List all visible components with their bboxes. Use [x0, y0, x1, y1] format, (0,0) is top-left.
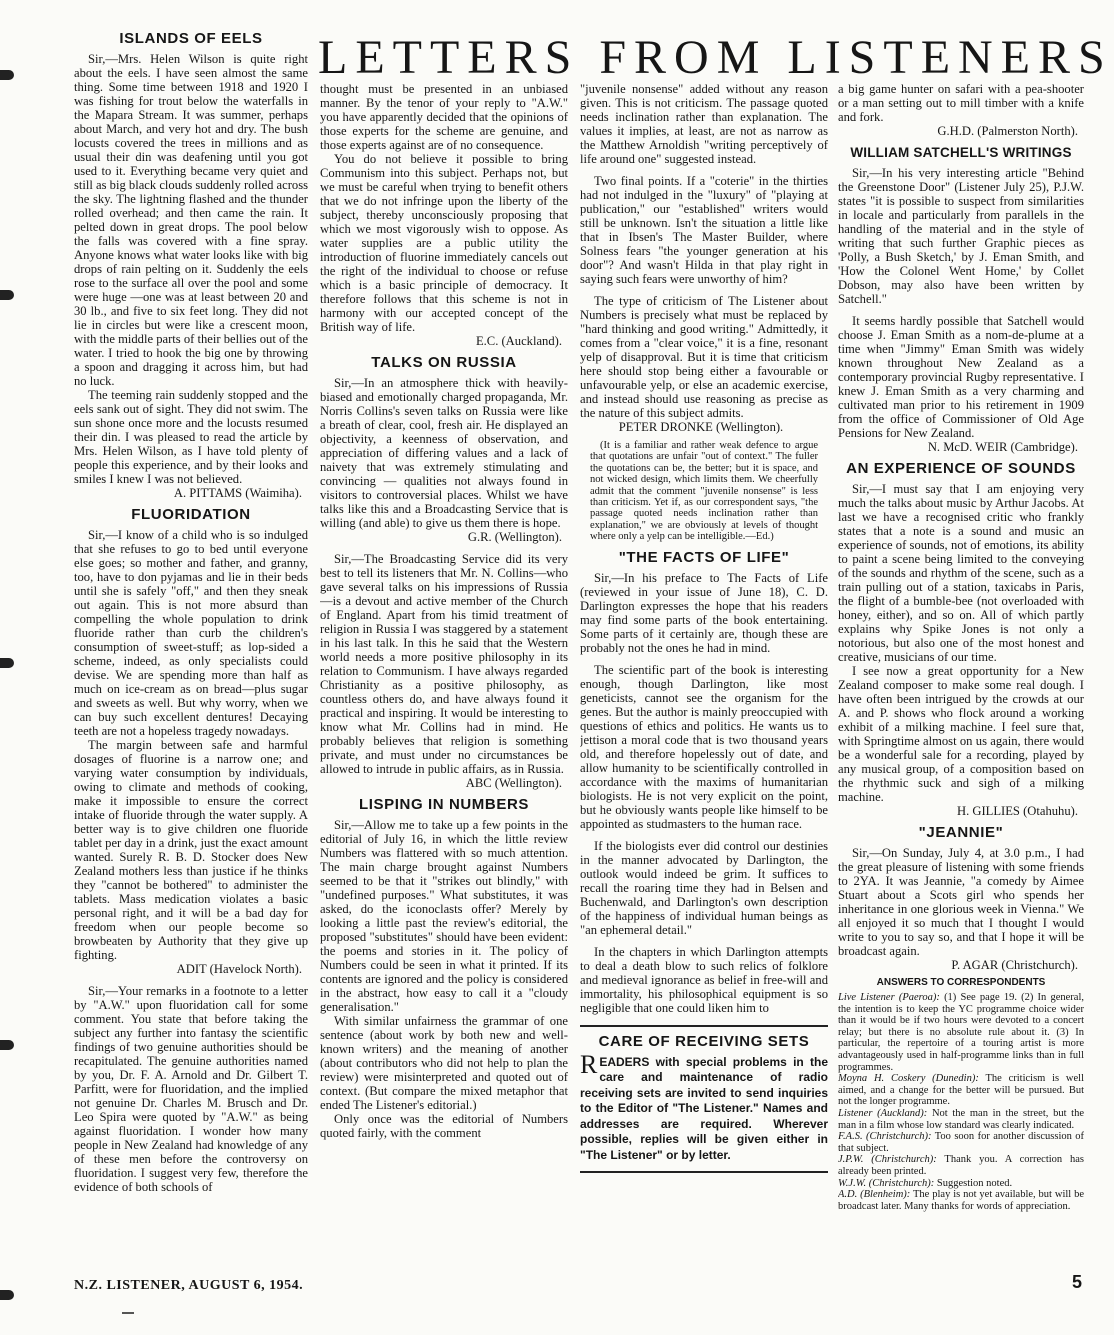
margin-mark: [0, 658, 14, 668]
letter-paragraph: With similar unfairness the grammar of one sentence (about work by both new and well-known writers) and the meaning of another (about contributors who did not help to plan the review) were misinterpreted and quoted out of context. (But compare the mixed metaphor that ended The Listener's editorial.): [320, 1014, 568, 1112]
answer-text: (1) See page 19. (2) In general, the intention is to keep the YC programme choice wider than it would be if two hours were devoted to a concert relay; but there is no absolute rule about it. (3) In particular, the repertoire of a touring artist is more advantageously used in half-programme links than in full programmes.: [838, 992, 1084, 1073]
drop-cap: R: [580, 1049, 598, 1079]
letter-signature: ADIT (Havelock North).: [176, 962, 302, 976]
letter-signature: N. McD. WEIR (Cambridge).: [927, 440, 1078, 454]
heading-lisping-in-numbers: LISPING IN NUMBERS: [359, 796, 529, 813]
letter-signature: PETER DRONKE (Wellington).: [618, 420, 784, 434]
column-3: [580, 82, 828, 1262]
column-1: [74, 30, 308, 1262]
answer-entry: [838, 1154, 1084, 1177]
letter-paragraph: thought must be presented in an unbiased manner. By the tenor of your reply to "A.W." you have apparently decided that the opinions of those experts for the scheme are genuine, and those experts against are of no consequence.: [320, 82, 568, 152]
answer-text: Suggestion noted.: [936, 1177, 1013, 1189]
letter-signature: G.H.D. (Palmerston North).: [937, 124, 1078, 138]
letter-paragraph: The teeming rain suddenly stopped and the eels sank out of sight. They did not swim. The sun shone once more and the locusts resumed their din. I was pleased to read the article by Mrs. Helen Wilson, as I have told plenty of people this experience, and by their looks and smiles I knew I was not believed.: [74, 388, 308, 486]
letter-paragraph: The scientific part of the book is interesting enough, though Darlington, like most geneticists, cannot see the organism for the genes. But the author is mainly preoccupied with questions of ethics and politics. He wants us to jettison a moral code that is two thousand years old, and therefore hopelessly out of date, and allow humanity to be scientifically controlled in accordance with the maxims of humanitarian biologists. He is not very explicit on the point, but he obviously wants people like himself to be appointed as studmasters to the human race.: [580, 662, 828, 831]
letter-paragraph: It seems hardly possible that Satchell would choose J. Eman Smith as a nom-de-plume at a time when "Jimmy" Eman Smith was widely known throughout New Zealand as a contemporary provincial Rugby representative. I knew J. Eman Smith as a very charming and cultivated man prior to his retirement in 1909 from the office of Commissioner of Old Age Pensions for New Zealand.: [838, 314, 1084, 440]
answer-text: Thank you. A correction has already been printed.: [838, 1154, 1084, 1177]
page-number: 5: [1072, 1272, 1083, 1292]
heading-talks-on-russia: TALKS ON RUSSIA: [371, 354, 517, 371]
answer-name: A.D. (Blenheim):: [838, 1189, 911, 1201]
letter-paragraph: Sir,—On Sunday, July 4, at 3.0 p.m., I had the great pleasure of listening with some friends to 2YA. It was Jeannie, "a comedy by Aimee Stuart about a Scots girl who spends her inheritance in one glorious week in Vienna." We all enjoyed it so much that I thought I would write to you to say so, and that I hope it will be broadcast again.: [838, 846, 1084, 958]
answer-entry: [838, 1189, 1084, 1212]
letter-paragraph: Only once was the editorial of Numbers quoted fairly, with the comment: [320, 1112, 568, 1140]
letter-paragraph: "juvenile nonsense" added without any reason given. This is not criticism. The passage quoted needs inclination rather than explanation. The values it implies, at least, are not as narrow as the Matthew Arnoldish "writing perceptively of life around one" suggested instead.: [580, 82, 828, 166]
letter-paragraph: In the chapters in which Darlington attempts to deal a death blow to such relics of folklore and medieval ignorance as belief in free-will and immortality, his philosophical equipment is so negligible that one could liken him to: [580, 944, 828, 1015]
margin-mark: [0, 1040, 14, 1050]
letter-signature: G.R. (Wellington).: [467, 530, 562, 544]
notice-heading: CARE OF RECEIVING SETS: [598, 1032, 810, 1050]
letter-paragraph: If the biologists ever did control our destinies in the manner advocated by Darlington, the outlook would indeed be grim. It suffices to recall the roaring time they had in Belsen and Buchenwald, and Darlington's own description of the happiness of individual human beings as "an ephemeral detail.": [580, 838, 828, 937]
letter-paragraph: a big game hunter on safari with a pea-shooter or a man setting out to mill timber with a knife and fork.: [838, 82, 1084, 124]
heading-experience-of-sounds: AN EXPERIENCE OF SOUNDS: [846, 460, 1076, 477]
letter-signature: A. PITTAMS (Waimiha).: [173, 486, 302, 500]
heading-islands-of-eels: ISLANDS OF EELS: [119, 30, 263, 47]
notice-box: [580, 1025, 828, 1174]
editor-note: (It is a familiar and rather weak defence to argue that quotations are unfair "out of context." The fuller the quotations can be, the better; but it is space, and not wicked design, which limits them. We cheerfully admit that the comment "juvenile nonsense" is less than criticism. Yet if, as our correspondent says, "the passage quoted needs inclination rather than explanation," we are obviously at levels of thought where only a yelp can be intelligible.—Ed.): [590, 440, 818, 543]
letter-signature: ABC (Wellington).: [465, 776, 562, 790]
letter-paragraph: I see now a great opportunity for a New Zealand composer to make some real dough. I have often been intrigued by the crowds at our A. and P. shows who flock around a working exhibit of a milking machine. I feel sure that, with Springtime almost on us again, there would be a wonderful sale for a recording, played by any musical group, of a composition based on the rhythmic suck and sigh of a milking machine.: [838, 664, 1084, 804]
answer-name: Moyna H. Coskery (Dunedin):: [838, 1073, 979, 1085]
letter-paragraph: Sir,—The Broadcasting Service did its very best to tell its listeners that Mr. N. Collins—who gave several talks on his impressions of Russia—is a devout and active member of the Church of England. Apart from his timid treatment of religion in Russia I was staggered by a statement in his last talk. In this he said that the Western world needs a more positive philosophy in its relation to Communism. I have always regarded Christianity as a positive philosophy, as countless others do, and have always found it practical and inspiring. It would be interesting to know what Mr. Collins had in mind. He probably believes that religion is something private, and must under no circumstances be allowed to intrude in public affairs, as in Russia.: [320, 552, 568, 776]
letter-paragraph: Sir,—I must say that I am enjoying very much the talks about music by Arthur Jacobs. At last we have a recognised critic who frankly states that a note is a sound and music an experience of sounds, not of emotions, its ability to paint a scene being limited to the conveying of the sounds and rhythm of the scene, such as a train pulling out of a station, taxicabs in Paris, the flight of a bumble-bee (not overloaded with honey, either), and so on. All of which partly explains why Spike Jones is not only a notorious, but also one of the most honest and creative, musicians of our time.: [838, 482, 1084, 664]
answer-entry: [838, 1073, 1084, 1108]
answer-name: Listener (Auckland):: [838, 1107, 928, 1119]
answer-name: J.P.W. (Christchurch):: [838, 1154, 937, 1166]
answer-text: Too soon for another discussion of that subject.: [838, 1131, 1084, 1154]
answer-text: Not the man in the street, but the man in a film whose low standard was clearly indicated.: [838, 1107, 1084, 1131]
letter-paragraph: The margin between safe and harmful dosages of fluorine is a narrow one; and varying water consumption by individuals, owing to climate and methods of cooking, make it impossible to ensure the correct intake of fluoride through the water supply. A better way is to give children one fluoride tablet per day in a drink, just the exact amount wanted. Surely R. B. D. Stocker does New Zealand mothers less than justice if he thinks they "cannot be bothered" to administer the tablets. Mass medication violates a basic personal right, and it will be a bad day for freedom when our people become so browbeaten by Authority that they give up fighting.: [74, 738, 308, 962]
margin-mark: [0, 1290, 14, 1300]
answer-entry: [838, 992, 1084, 1073]
answer-name: F.A.S. (Christchurch):: [838, 1131, 932, 1143]
answer-entry: [838, 1178, 1084, 1190]
answers-heading: ANSWERS TO CORRESPONDENTS: [876, 977, 1046, 988]
heading-fluoridation: FLUORIDATION: [131, 506, 251, 523]
letter-signature: P. AGAR (Christchurch).: [951, 958, 1078, 972]
letter-signature: H. GILLIES (Otahuhu).: [956, 804, 1078, 818]
letter-paragraph: Sir,—Allow me to take up a few points in the editorial of July 16, in which the little review Numbers was flattered with so much attention. The main charge brought against Numbers seemed to be that it "strikes out blindly," with "undefined purposes." What substitutes, it was asked, do the iconoclasts offer? Merely by looking a little past the review's editorial, the proposed "substitutes" should have been evident: the poems and stories in it. The policy of Numbers could be seen in what it printed. If its contents are ignored and the policy is considered in the abstract, how easy to call it a "cloudy generalisation.": [320, 818, 568, 1014]
answer-text: The criticism is well aimed, and a change for the better will be pursued. But not the longer programme.: [838, 1073, 1084, 1108]
letter-paragraph: Sir,—In an atmosphere thick with heavily-biased and emotionally charged propaganda, Mr. Norris Collins's seven talks on Russia were like a breath of clear, cool, fresh air. He displayed an objectivity, a keenness of observation, and appreciation of differing values and a lack of naivety that was extremely stimulating and convincing — qualities not always found in visitors to controversial places. Whilst we have talks like this and a Broadcasting Service that is willing (and able) to give us them there is hope.: [320, 376, 568, 530]
notice-body: [580, 1049, 828, 1164]
margin-mark: [0, 290, 14, 300]
letter-paragraph: Sir,—Your remarks in a footnote to a letter by "A.W." upon fluoridation call for some comment. You state that before taking the subject any further into fantasy the scientific findings of two genuine authorities should be recapitulated. The genuine authorities named by you, Dr. F. A. Arnold and Dr. Gilbert T. Parfitt, were for fluoridation, and the implied not genuine Dr. Charles M. Brusch and Dr. Leo Spira were quoted by "A.W." as being against fluoridation. I wonder how many people in New Zealand had knowledge of any of these men before the controversy on fluoridation. I suggest very few, therefore the evidence of both schools of: [74, 984, 308, 1194]
notice-text: EADERS with special problems in the care and maintenance of radio receiving sets are invited to send inquiries to the Editor of "The Listener." Names and addresses are required. Wherever possible, replies will be given either in "The Listener" or by letter.: [580, 1054, 828, 1162]
margin-mark: [0, 70, 14, 80]
heading-jeannie: "JEANNIE": [918, 824, 1004, 841]
letter-paragraph: Sir,—In his preface to The Facts of Life (reviewed in your issue of June 18), C. D. Darlington expresses the hope that his readers may find some parts of the book entertaining. Some parts of it certainly are, though these are probably not the ones he had in mind.: [580, 570, 828, 655]
letter-paragraph: You do not believe it possible to bring Communism into this subject. Perhaps not, but we must be careful when trying to benefit others that we do not infringe upon the liberty of the subject, thereby unconsciously proposing that which we most vigorously wish to oppose. As water supplies are a public utility the introduction of fluorine immediately cancels out the right of the individual to choose or refuse which is a basic principle of democracy. It therefore follows that this scheme is not in harmony with our accepted concept of the British way of life.: [320, 152, 568, 334]
answer-name: Live Listener (Paeroa):: [838, 992, 940, 1003]
answer-entry: [838, 1131, 1084, 1154]
letter-paragraph: Sir,—In his very interesting article "Behind the Greenstone Door" (Listener July 25), P.J.W. states "it is possible to suspect from similarities in locale and particularly from parallels in the handling of the material and in the style of writing that such further Graphic pieces as 'Polly, a Bush Sketch,' by J. Eman Smith, and 'How the Colonel Went Home,' by Collet Dobson, may also have been written by Satchell.": [838, 166, 1084, 306]
footer-publication-date: N.Z. LISTENER, AUGUST 6, 1954.: [74, 1278, 304, 1293]
answer-name: W.J.W. (Christchurch):: [838, 1177, 935, 1189]
letter-signature: E.C. (Auckland).: [475, 334, 562, 348]
heading-facts-of-life: "THE FACTS OF LIFE": [618, 548, 790, 566]
answer-entry: [838, 1108, 1084, 1131]
letter-paragraph: The type of criticism of The Listener about Numbers is precisely what must be replaced by "hard thinking and good writing." Admittedly, it comes from a "clear voice," it is a fine, resonant yelp of disapproval. But it is time that criticism here should stop being either a favourable or unfavourable yelp, or else an academic exercise, and instead should use reasoning as precise as the nature of this subject admits.: [580, 294, 828, 420]
letter-paragraph: Sir,—I know of a child who is so indulged that she refuses to go to bed until everyone else goes; so mother and father, and granny, too, have to don pyjamas and lie in their beds until she is safely "off," and then they sneak out again. This is not more absurd than compelling the whole population to drink fluoride rather than curb the children's consumption of sweet-stuff; as lop-sided a scheme, indeed, as only specialists could devise. We are spending more than half as much on ice-cream as on bread—plus sugar and sweets as well. But why worry, when we can buy such excellent dentures! Decaying teeth are not a hopeless tragedy nowadays.: [74, 528, 308, 738]
letter-paragraph: Sir,—Mrs. Helen Wilson is quite right about the eels. I have seen almost the same thing. Some time between 1918 and 1920 I was fishing for trout below the waterfalls in the Mapara Stream. It was summer, perhaps about March, and very hot and dry. The bush locusts covered the trees in millions and as usual their din was deafening until you got used to it. Everything became very quiet and still as big black clouds suddenly rolled across the sky. The lightning flashed and the thunder rolled overhead; and then came the rain. It pelted down in great drops. The pool below the falls was covered with a fine spray. Anyone knows what water looks like with big drops of rain pelting on it. Suddenly the eels rose to the surface all over the pool and some were huge —one was at least between 20 and 30 lb., and five to six feet long. They did not lie in circles but were like a crescent moon, with the middle parts of their bellies out of the water. I tried to hook the big one by throwing a spoon and dragging it across him, but had no luck.: [74, 52, 308, 388]
scan-mark: [122, 1312, 134, 1314]
answer-text: The play is not yet available, but will be broadcast later. Many thanks for words of appreciation.: [838, 1189, 1084, 1212]
heading-satchell: WILLIAM SATCHELL'S WRITINGS: [850, 145, 1072, 160]
masthead-title: LETTERS FROM LISTENERS: [318, 31, 1113, 84]
column-2: [320, 82, 568, 1262]
column-4: [838, 82, 1084, 1262]
letter-paragraph: Two final points. If a "coterie" in the thirties had not indulged in the "luxury" of "playing at publication," our "established" writers would still be unknown. Isn't the situation a little like that in Ibsen's The Master Builder, where Solness fears "the younger generation at his door"? And wasn't Hilda in that play right in saying such fears were unworthy of him?: [580, 174, 828, 286]
